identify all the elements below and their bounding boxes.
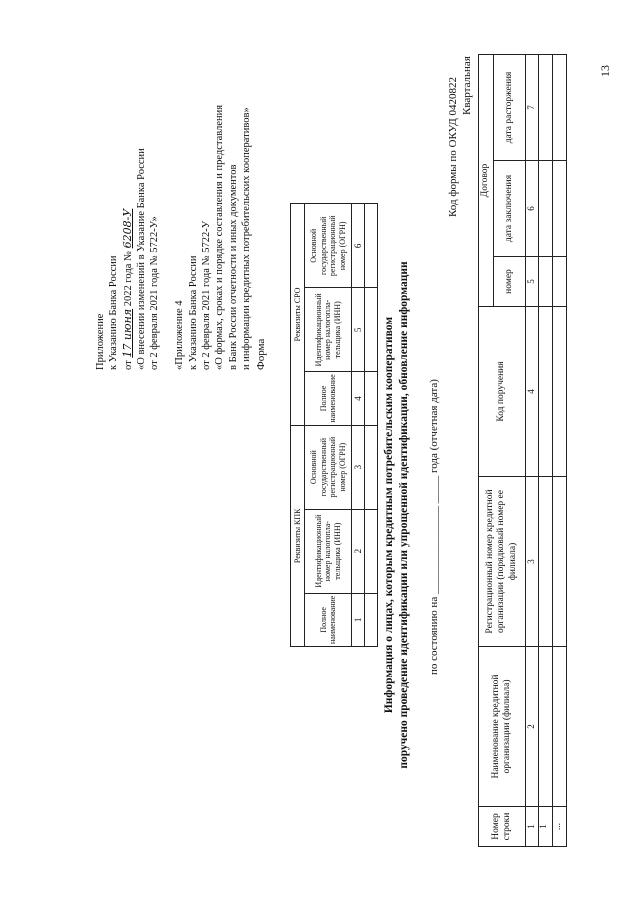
col-index: 2 (526, 647, 539, 807)
row-number-cell: ... (552, 807, 566, 847)
handwritten-number: 6208-У (120, 208, 134, 249)
col-header-kpk-name: Полное наименование (305, 593, 352, 646)
data-cell (365, 288, 378, 372)
group-header-contract: Договор (479, 55, 494, 307)
col-header-kpk-ogrn: Основной государственный регистрационный номер (ОГРН) (305, 425, 352, 509)
col-index: 6 (526, 161, 539, 257)
appendix4-line: «О формах, сроках и порядке составления и представления (214, 104, 226, 370)
data-cell (552, 161, 566, 257)
appendix-block (94, 105, 253, 370)
handwritten-date: 17 июня (120, 308, 134, 358)
row-number-cell: 1 (538, 807, 552, 847)
data-cell (365, 509, 378, 593)
report-period: Квартальная (461, 56, 473, 115)
col-header-sro-ogrn: Основной государственный регистрационный номер (ОГРН) (305, 204, 352, 288)
col-header-sro-inn: Идентификационный номер налогопла-тельщика (ИНН) (305, 288, 352, 372)
col-index: 2 (352, 509, 365, 593)
col-header-row-number: Номер строки (479, 807, 526, 847)
data-cell (552, 647, 566, 807)
appendix4-line: к Указанию Банка России (187, 255, 199, 370)
appendix4-line: в Банк России отчетности и иных документов (227, 164, 239, 370)
data-cell (552, 55, 566, 161)
reporting-year-blank: _____ (428, 475, 440, 504)
data-cell (538, 307, 552, 477)
appendix4-line: «Приложение 4 (174, 300, 186, 370)
reporting-date-blank: ________________ (428, 506, 440, 595)
data-cell (538, 257, 552, 307)
data-cell (538, 477, 552, 647)
data-cell (538, 55, 552, 161)
data-cell (365, 425, 378, 509)
col-index: 7 (526, 55, 539, 161)
appendix-date-prefix: от (122, 360, 134, 370)
data-cell (552, 307, 566, 477)
col-header-sro-name: Полное наименование (305, 372, 352, 425)
col-index: 4 (526, 307, 539, 477)
title-line: поручено проведение идентификации или упрощенной идентификации, обновление информации (398, 261, 410, 769)
col-index: 3 (352, 425, 365, 509)
document-title (382, 225, 412, 805)
col-header-reg-number: Регистрационный номер кредитной организации (порядковый номер ее филиала) (479, 477, 526, 647)
data-cell (552, 257, 566, 307)
title-line: Информация о лицах, которым кредитным потребительским кооперативом (383, 316, 395, 714)
page-number: 13 (598, 65, 612, 77)
col-index: 5 (526, 257, 539, 307)
col-header-order-code: Код поручения (479, 307, 526, 477)
appendix-line: Приложение (95, 313, 106, 370)
col-index: 4 (352, 372, 365, 425)
appendix-spacer (161, 105, 173, 370)
okud-code: Код формы по ОКУД 0420822 (447, 76, 459, 217)
appendix4-line: от 2 февраля 2021 года № 5722-У (201, 220, 213, 370)
data-cell (365, 204, 378, 288)
credit-org-table (478, 54, 567, 847)
reporting-date-prefix: по состоянию на (428, 596, 440, 675)
col-header-org-name: Наименование кредитной организации (филиала) (479, 647, 526, 807)
col-index: 5 (352, 288, 365, 372)
col-index: 1 (526, 807, 539, 847)
group-header-kpk: Реквизиты КПК (291, 425, 305, 646)
data-cell (538, 647, 552, 807)
appendix-date-mid: 2022 года № (122, 250, 134, 307)
appendix-date-line (121, 105, 135, 370)
reporting-date-line (428, 379, 440, 675)
group-header-sro: Реквизиты СРО (291, 204, 305, 425)
reporting-date-suffix: года (отчетная дата) (428, 379, 440, 474)
col-header-contract-date: дата заключения (494, 161, 526, 257)
appendix-line: «О внесении изменений в Указание Банка России (135, 148, 147, 370)
col-index: 6 (352, 204, 365, 288)
requisites-table (290, 203, 378, 647)
col-header-termination-date: дата расторжения (494, 55, 526, 161)
col-header-contract-number: номер (494, 257, 526, 307)
form-label: Форма (255, 338, 267, 370)
appendix-line: от 2 февраля 2021 года № 5722-У» (149, 216, 161, 370)
data-cell (365, 372, 378, 425)
appendix4-line: и информации кредитных потребительских кооперативов» (240, 107, 252, 370)
col-index: 1 (352, 593, 365, 646)
data-cell (552, 477, 566, 647)
col-header-kpk-inn: Идентификационный номер налогопла-тельщика (ИНН) (305, 509, 352, 593)
col-index: 3 (526, 477, 539, 647)
appendix-line: к Указанию Банка России (108, 255, 120, 370)
data-cell (365, 593, 378, 646)
data-cell (538, 161, 552, 257)
